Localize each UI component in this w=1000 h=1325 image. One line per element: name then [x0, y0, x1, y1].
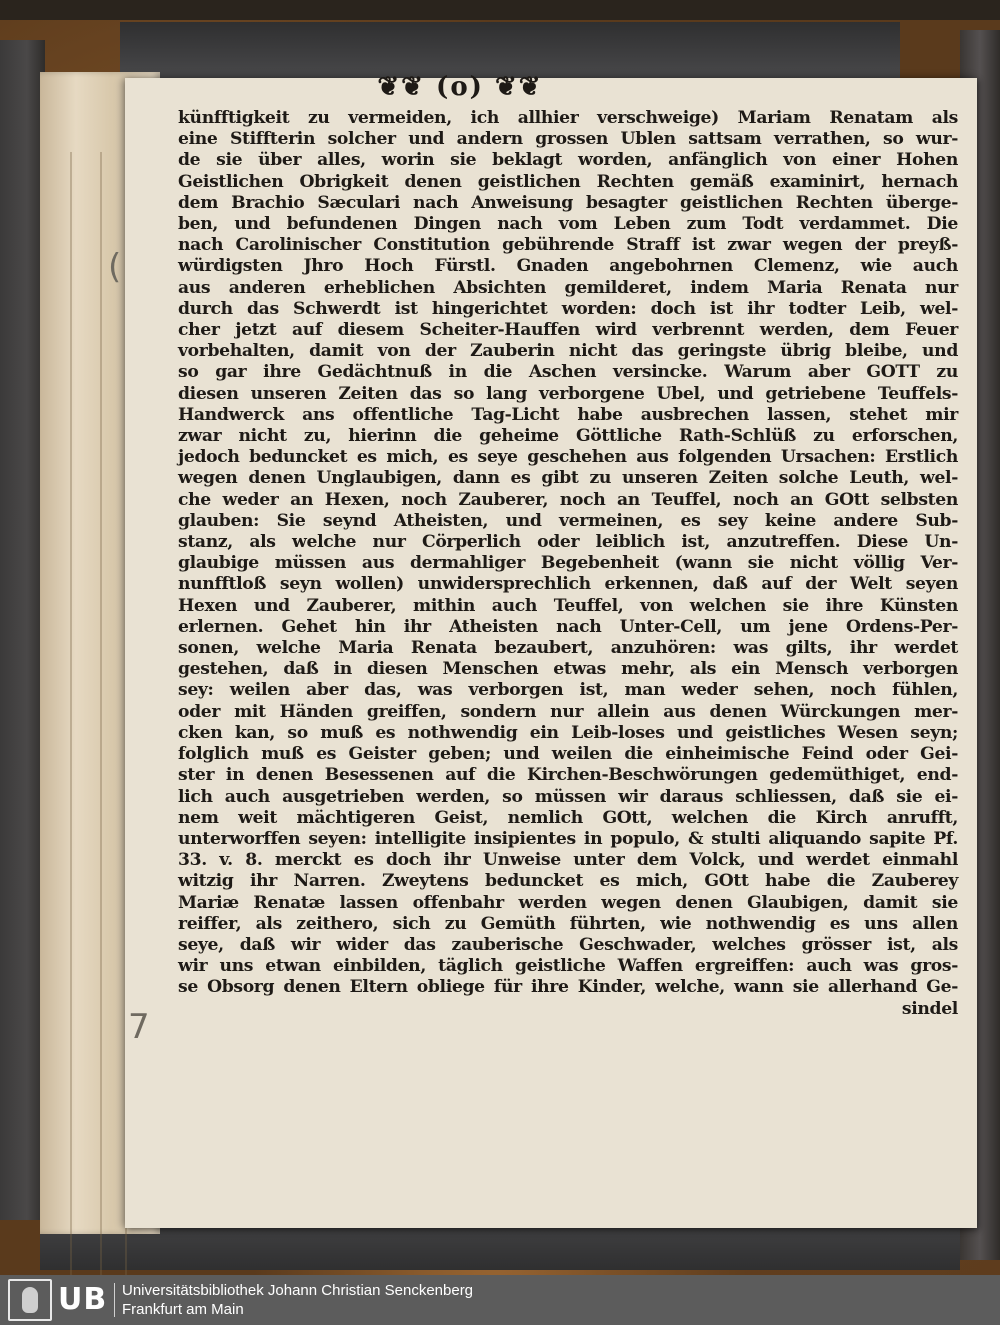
- text-line: künfftigkeit zu vermeiden, ich allhier verschweige) Mariam Renatam als: [178, 108, 958, 128]
- text-line: glauben: Sie seynd Atheisten, und vermeinen, es sey keine andere Sub-: [178, 510, 958, 531]
- text-line: aus anderen erheblichen Absichten gemilderet, indem Maria Renata nur: [178, 277, 958, 298]
- text-line: gestehen, daß in diesen Menschen etwas mehr, als ein Mensch verborgen: [178, 659, 958, 680]
- text-line: jedoch beduncket es mich, es seye geschehen aus folgenden Ursachen: Erstlich: [178, 447, 958, 468]
- text-line: seye, daß wir wider das zauberische Geschwader, welches grösser ist, als: [178, 934, 958, 955]
- library-seal-icon: [8, 1279, 52, 1321]
- text-line: witzig ihr Narren. Zweytens beduncket es mich, GOtt habe die Zauberey: [178, 871, 958, 892]
- text-line: lich auch ausgetrieben werden, so müssen wir daraus schliessen, daß sie ei-: [178, 786, 958, 807]
- text-line: reiffer, als zeithero, sich zu Gemüth führten, wie nothwendig es uns allen: [178, 913, 958, 934]
- text-line: nach Carolinischer Constitution gebührende Straff ist zwar wegen der preyß-: [178, 235, 958, 256]
- margin-mark-bracket: (: [108, 247, 122, 287]
- text-line: nem weit mächtigeren Geist, nemlich GOtt, welchen die Kirch anrufft,: [178, 807, 958, 828]
- text-line: sey: weilen aber das, was verborgen ist, man weder sehen, noch fühlen,: [178, 680, 958, 701]
- text-line: Geistlichen Obrigkeit denen geistlichen Rechten gemäß examinirt, hernach: [178, 171, 958, 192]
- footer-divider: [114, 1283, 115, 1317]
- page-header-number: (o): [436, 72, 484, 102]
- ub-logo: UB: [58, 1282, 108, 1317]
- text-line: nunfftloß seyn wollen) unwidersprechlich erkennen, daß auf der Welt seyen: [178, 574, 958, 595]
- text-line: Handwerck ans offentliche Tag-Licht habe ausbrechen lassen, stehet mir: [178, 404, 958, 425]
- text-line: glaubige müssen aus dermahliger Begebenheit (wann sie nicht völlig Ver-: [178, 553, 958, 574]
- text-line: stanz, als welche nur Cörperlich oder leiblich ist, anzutreffen. Diese Un-: [178, 532, 958, 553]
- text-line: diesen unseren Zeiten das so lang verborgene Ubel, und getriebene Teuffels-: [178, 383, 958, 404]
- text-line: ben, und befundenen Dingen nach vom Leben zum Todt verdammet. Die: [178, 214, 958, 235]
- library-name-line-2: Frankfurt am Main: [122, 1301, 244, 1318]
- library-footer: [0, 1275, 1000, 1325]
- page-stack-line: [100, 152, 102, 1275]
- text-line: de sie über alles, worin sie beklagt worden, anfänglich von einer Hohen: [178, 150, 958, 171]
- text-line: vorbehalten, damit von der Zauberin nicht das geringste übrig bleibe, und: [178, 341, 958, 362]
- page-header: ❦❦ (o) ❦❦: [377, 72, 543, 102]
- margin-mark-seven: 7: [128, 1007, 150, 1047]
- library-name: [122, 1281, 473, 1319]
- text-line: cken kan, so muß es nothwendig ein Leib-loses und geistliches Wesen seyn;: [178, 722, 958, 743]
- text-line: eine Stiffterin solcher und andern grossen Ublen sattsam verrathen, so wur-: [178, 129, 958, 150]
- text-line: oder mit Händen greiffen, sondern nur allein aus denen Würckungen mer-: [178, 701, 958, 722]
- text-line: unterworffen seyen: intelligite insipientes in populo, & stulti aliquando sapite Pf.: [178, 828, 958, 849]
- text-line: sindel: [901, 998, 958, 1019]
- text-line: folglich muß es Geister geben; und weilen die einheimische Feind oder Gei-: [178, 744, 958, 765]
- text-line: durch das Schwerdt ist hingerichtet worden: doch ist ihr todter Leib, wel-: [178, 298, 958, 319]
- text-line: Mariæ Renatæ lassen offenbahr werden wegen denen Glaubigen, damit sie: [178, 892, 958, 913]
- library-name-line-1: Universitätsbibliothek Johann Christian Senckenberg: [122, 1282, 474, 1299]
- text-line: dem Brachio Sæculari nach Anweisung besagter geistlichen Rechten überge-: [178, 192, 958, 213]
- text-line: zwar nicht zu, hierinn die geheime Göttliche Rath-Schlüß zu erforschen,: [178, 426, 958, 447]
- text-line: so gar ihre Gedächtnuß in die Aschen versincke. Warum aber GOTT zu: [178, 362, 958, 383]
- page-body-text: [178, 108, 958, 1020]
- text-line: erlernen. Gehet hin ihr Atheisten nach Unter-Cell, um jene Ordens-Per-: [178, 616, 958, 637]
- text-line: ster in denen Besessenen auf die Kirchen-Beschwörungen gedemüthiget, end-: [178, 765, 958, 786]
- text-line: sonen, welche Maria Renata bezaubert, anzuhören: was gilts, ihr werdet: [178, 638, 958, 659]
- text-line: Hexen und Zauberer, mithin auch Teuffel, von welchen sie ihre Künsten: [178, 595, 958, 616]
- page-stack-line: [70, 152, 72, 1275]
- text-line: wegen denen Unglaubigen, dann es gibt zu unseren Zeiten solche Leuth, wel-: [178, 468, 958, 489]
- text-line: se Obsorg denen Eltern obliege für ihre Kinder, welche, wann sie allerhand Ge-: [178, 977, 958, 998]
- text-line: cher jetzt auf diesem Scheiter-Hauffen wird verbrennt werden, dem Feuer: [178, 320, 958, 341]
- text-line: wir uns etwan einbilden, täglich geistliche Waffen ergreiffen: auch was gros-: [178, 956, 958, 977]
- text-line: 33. v. 8. merckt es doch ihr Unweise unter dem Volck, und werdet einmahl: [178, 850, 958, 871]
- text-line: würdigsten Jhro Hoch Fürstl. Gnaden angebohrnen Clemenz, wie auch: [178, 256, 958, 277]
- cover-left-edge: [0, 40, 45, 1220]
- text-line: che weder an Hexen, noch Zauberer, noch an Teuffel, noch an GOtt selbsten: [178, 489, 958, 510]
